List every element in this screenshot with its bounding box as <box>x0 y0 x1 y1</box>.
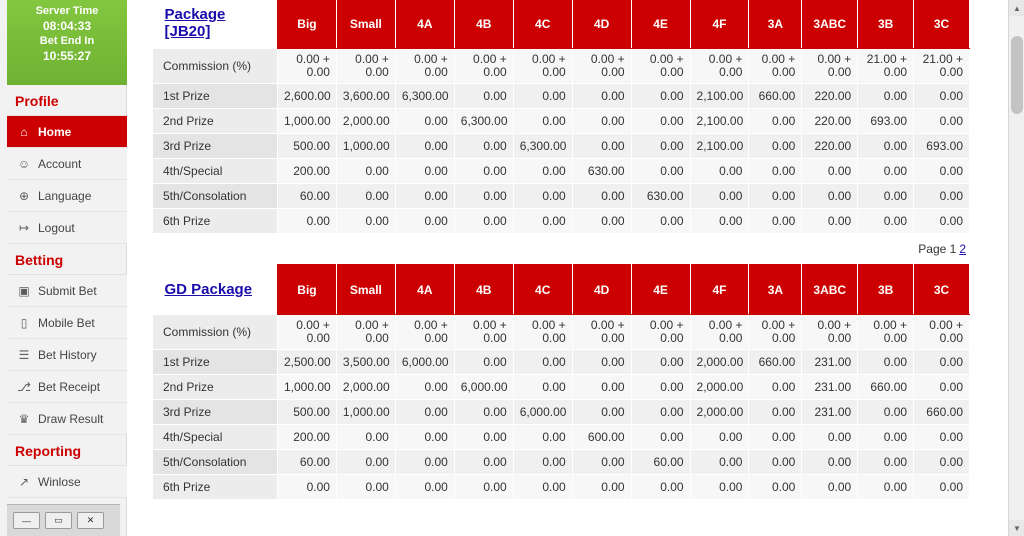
server-time-value: 08:04:33 <box>42 19 92 33</box>
table-cell: 0.00 + 0.00 <box>802 315 858 350</box>
row-label: 2nd Prize <box>153 375 278 400</box>
table-cell: 0.00 <box>914 184 970 209</box>
table-cell: 0.00 <box>914 425 970 450</box>
sidebar-item-submit-bet[interactable] <box>7 275 127 307</box>
table-cell: 0.00 <box>690 475 749 500</box>
table-cell: 0.00 <box>749 475 802 500</box>
table-cell: 0.00 <box>395 425 454 450</box>
minimize-button[interactable]: — <box>13 512 40 529</box>
table-cell: 0.00 <box>513 159 572 184</box>
sidebar-item-label: Logout <box>38 220 75 235</box>
table-cell: 0.00 <box>572 209 631 234</box>
table-cell: 0.00 + 0.00 <box>277 315 336 350</box>
table-cell: 0.00 + 0.00 <box>631 49 690 84</box>
table-cell: 0.00 <box>631 400 690 425</box>
table-cell: 600.00 <box>572 425 631 450</box>
row-label: 5th/Consolation <box>153 450 278 475</box>
table-cell: 660.00 <box>858 375 914 400</box>
column-header-small: Small <box>336 265 395 315</box>
table-cell: 6,000.00 <box>454 375 513 400</box>
table-cell: 0.00 <box>914 84 970 109</box>
list-icon: ☰ <box>18 347 30 362</box>
table-cell: 60.00 <box>277 450 336 475</box>
page-scrollbar[interactable] <box>1008 0 1024 536</box>
table-cell: 0.00 <box>802 425 858 450</box>
table-cell: 0.00 <box>631 134 690 159</box>
table-cell: 200.00 <box>277 425 336 450</box>
table-cell: 0.00 <box>572 450 631 475</box>
table-cell: 1,000.00 <box>336 400 395 425</box>
package-name-link[interactable]: GD Package <box>153 265 278 315</box>
column-header-4a: 4A <box>395 0 454 49</box>
column-header-small: Small <box>336 0 395 49</box>
column-header-3b: 3B <box>858 265 914 315</box>
table-cell: 0.00 + 0.00 <box>858 315 914 350</box>
logout-icon: ↦ <box>18 220 30 235</box>
table-cell: 0.00 + 0.00 <box>277 49 336 84</box>
row-label: 6th Prize <box>153 475 278 500</box>
table-cell: 3,600.00 <box>336 84 395 109</box>
column-header-3c: 3C <box>914 0 970 49</box>
pagination-link-2[interactable]: 2 <box>959 242 966 256</box>
table-row <box>153 209 970 234</box>
table-cell: 0.00 <box>631 375 690 400</box>
table-cell: 60.00 <box>277 184 336 209</box>
table-cell: 0.00 <box>802 450 858 475</box>
table-cell: 660.00 <box>749 84 802 109</box>
table-cell: 0.00 + 0.00 <box>749 49 802 84</box>
sidebar-item-bet-history[interactable] <box>7 339 127 371</box>
sidebar-item-label: Bet Receipt <box>38 379 101 394</box>
table-cell: 0.00 <box>513 184 572 209</box>
table-cell: 6,300.00 <box>454 109 513 134</box>
table-cell: 231.00 <box>802 375 858 400</box>
table-cell: 0.00 <box>513 350 572 375</box>
home-icon: ⌂ <box>20 124 28 139</box>
table-header-row <box>153 265 970 315</box>
table-row <box>153 184 970 209</box>
column-header-4c: 4C <box>513 0 572 49</box>
column-header-4a: 4A <box>395 265 454 315</box>
table-header-row <box>153 0 970 49</box>
package-block <box>152 0 970 234</box>
sidebar-item-draw-result[interactable] <box>7 403 127 435</box>
table-cell: 0.00 <box>802 184 858 209</box>
table-cell: 0.00 + 0.00 <box>395 49 454 84</box>
row-label: 4th/Special <box>153 425 278 450</box>
table-cell: 3,500.00 <box>336 350 395 375</box>
table-cell: 0.00 <box>749 184 802 209</box>
table-cell: 0.00 + 0.00 <box>454 315 513 350</box>
table-cell: 60.00 <box>631 450 690 475</box>
table-cell: 0.00 <box>914 475 970 500</box>
table-cell: 0.00 <box>749 375 802 400</box>
row-label: Commission (%) <box>153 49 278 84</box>
row-label: 1st Prize <box>153 350 278 375</box>
table-cell: 0.00 <box>454 475 513 500</box>
table-row <box>153 375 970 400</box>
receipt-icon: ⎇ <box>17 379 31 394</box>
table-cell: 0.00 <box>631 84 690 109</box>
table-cell: 0.00 <box>858 350 914 375</box>
table-cell: 0.00 <box>395 109 454 134</box>
user-icon: ☺ <box>17 156 31 171</box>
table-cell: 0.00 <box>513 109 572 134</box>
table-cell: 220.00 <box>802 84 858 109</box>
table-cell: 0.00 <box>454 209 513 234</box>
column-header-3a: 3A <box>749 0 802 49</box>
column-header-4b: 4B <box>454 0 513 49</box>
table-cell: 0.00 <box>513 209 572 234</box>
table-cell: 0.00 <box>336 209 395 234</box>
sidebar-item-bet-receipt[interactable] <box>7 371 127 403</box>
scroll-up-arrow[interactable]: ▲ <box>1009 0 1024 16</box>
table-cell: 0.00 <box>277 209 336 234</box>
table-cell: 6,000.00 <box>395 350 454 375</box>
sidebar-section-title: Betting <box>7 244 127 275</box>
table-cell: 660.00 <box>749 350 802 375</box>
table-row <box>153 450 970 475</box>
table-cell: 0.00 <box>336 450 395 475</box>
table-row <box>153 400 970 425</box>
table-cell: 6,300.00 <box>395 84 454 109</box>
table-cell: 0.00 <box>858 159 914 184</box>
sidebar-item-label: Winlose <box>38 474 81 489</box>
table-cell: 0.00 + 0.00 <box>454 49 513 84</box>
table-cell: 0.00 <box>454 450 513 475</box>
table-cell: 0.00 <box>631 209 690 234</box>
table-cell: 0.00 <box>690 184 749 209</box>
table-cell: 0.00 <box>454 134 513 159</box>
package-tables <box>152 0 1004 500</box>
table-cell: 0.00 + 0.00 <box>802 49 858 84</box>
row-label: 4th/Special <box>153 159 278 184</box>
column-header-4e: 4E <box>631 265 690 315</box>
table-cell: 0.00 <box>336 425 395 450</box>
scrollbar-thumb[interactable] <box>1011 36 1023 114</box>
table-cell: 500.00 <box>277 400 336 425</box>
table-cell: 0.00 <box>858 209 914 234</box>
table-cell: 0.00 <box>395 475 454 500</box>
table-cell: 0.00 <box>395 159 454 184</box>
table-cell: 0.00 <box>914 350 970 375</box>
table-cell: 0.00 <box>914 109 970 134</box>
sidebar-item-label: Account <box>38 156 82 171</box>
table-cell: 0.00 + 0.00 <box>572 49 631 84</box>
table-cell: 0.00 <box>572 84 631 109</box>
table-cell: 0.00 <box>802 159 858 184</box>
bet-end-label: Bet End In <box>39 35 95 47</box>
column-header-3b: 3B <box>858 0 914 49</box>
table-cell: 0.00 <box>749 450 802 475</box>
table-cell: 0.00 <box>914 159 970 184</box>
row-label: 1st Prize <box>153 84 278 109</box>
table-cell: 0.00 <box>572 400 631 425</box>
sidebar-item-mobile-bet[interactable] <box>7 307 127 339</box>
row-label: Commission (%) <box>153 315 278 350</box>
table-cell: 0.00 <box>631 425 690 450</box>
column-header-4b: 4B <box>454 265 513 315</box>
table-cell: 0.00 <box>395 134 454 159</box>
table-cell: 0.00 <box>336 159 395 184</box>
table-cell: 0.00 <box>690 209 749 234</box>
table-cell: 0.00 <box>395 450 454 475</box>
table-cell: 0.00 <box>454 400 513 425</box>
table-cell: 630.00 <box>631 184 690 209</box>
row-label: 5th/Consolation <box>153 184 278 209</box>
package-table <box>152 264 970 500</box>
pagination-current: Page 1 <box>918 242 957 256</box>
table-cell: 2,100.00 <box>690 84 749 109</box>
sidebar-item-label: Submit Bet <box>38 283 97 298</box>
table-cell: 0.00 + 0.00 <box>336 315 395 350</box>
sidebar-section-title: Reporting <box>7 435 127 466</box>
table-cell: 6,300.00 <box>513 134 572 159</box>
table-cell: 0.00 <box>858 450 914 475</box>
table-cell: 0.00 <box>749 159 802 184</box>
bet-end-value: 10:55:27 <box>42 49 92 63</box>
row-label: 2nd Prize <box>153 109 278 134</box>
table-cell: 0.00 <box>513 450 572 475</box>
column-header-3abc: 3ABC <box>802 265 858 315</box>
table-cell: 2,100.00 <box>690 134 749 159</box>
sidebar-item-home[interactable] <box>7 116 127 148</box>
server-time-label: Server Time <box>35 5 99 17</box>
table-cell: 2,000.00 <box>336 109 395 134</box>
table-cell: 0.00 <box>914 209 970 234</box>
table-row <box>153 315 970 350</box>
table-cell: 220.00 <box>802 109 858 134</box>
sidebar-section-title: Profile <box>7 85 127 116</box>
sidebar-item-label: Mobile Bet <box>38 315 95 330</box>
package-table <box>152 0 970 234</box>
pagination <box>152 234 970 264</box>
table-cell: 0.00 <box>749 109 802 134</box>
table-cell: 0.00 <box>858 134 914 159</box>
scroll-down-arrow[interactable]: ▼ <box>1009 520 1024 536</box>
table-cell: 0.00 <box>395 184 454 209</box>
table-cell: 1,000.00 <box>277 109 336 134</box>
table-row <box>153 475 970 500</box>
table-cell: 630.00 <box>572 159 631 184</box>
table-cell: 0.00 <box>277 475 336 500</box>
table-cell: 21.00 + 0.00 <box>914 49 970 84</box>
table-cell: 2,500.00 <box>277 350 336 375</box>
table-cell: 0.00 <box>454 184 513 209</box>
table-cell: 0.00 <box>690 450 749 475</box>
table-cell: 0.00 <box>513 84 572 109</box>
column-header-4c: 4C <box>513 265 572 315</box>
table-cell: 0.00 <box>858 425 914 450</box>
table-cell: 0.00 <box>858 84 914 109</box>
table-cell: 0.00 <box>802 475 858 500</box>
table-cell: 0.00 <box>749 209 802 234</box>
globe-icon: ⊕ <box>18 188 30 203</box>
table-cell: 500.00 <box>277 134 336 159</box>
table-cell: 0.00 <box>749 400 802 425</box>
table-row <box>153 84 970 109</box>
main-content <box>152 0 1004 536</box>
column-header-4d: 4D <box>572 265 631 315</box>
row-label: 3rd Prize <box>153 400 278 425</box>
table-cell: 0.00 + 0.00 <box>690 315 749 350</box>
table-row <box>153 49 970 84</box>
table-cell: 660.00 <box>914 400 970 425</box>
table-cell: 0.00 <box>631 159 690 184</box>
table-cell: 0.00 <box>631 350 690 375</box>
column-header-4f: 4F <box>690 265 749 315</box>
sidebar-item-logout[interactable] <box>7 212 127 244</box>
table-cell: 0.00 + 0.00 <box>572 315 631 350</box>
table-cell: 1,000.00 <box>336 134 395 159</box>
table-cell: 0.00 <box>690 425 749 450</box>
table-cell: 0.00 + 0.00 <box>631 315 690 350</box>
table-cell: 0.00 + 0.00 <box>690 49 749 84</box>
table-cell: 2,000.00 <box>690 375 749 400</box>
sidebar-item-language[interactable] <box>7 180 127 212</box>
table-cell: 2,100.00 <box>690 109 749 134</box>
table-cell: 231.00 <box>802 400 858 425</box>
table-cell: 0.00 + 0.00 <box>513 315 572 350</box>
trophy-icon: ♛ <box>18 411 30 426</box>
table-row <box>153 425 970 450</box>
table-cell: 0.00 <box>395 400 454 425</box>
table-row <box>153 109 970 134</box>
table-cell: 0.00 <box>690 159 749 184</box>
table-cell: 0.00 <box>336 475 395 500</box>
table-row <box>153 159 970 184</box>
mobile-icon: ▯ <box>20 315 28 330</box>
table-cell: 0.00 <box>858 400 914 425</box>
table-cell: 0.00 <box>513 425 572 450</box>
table-cell: 0.00 <box>802 209 858 234</box>
sidebar-item-label: Bet History <box>38 347 97 362</box>
column-header-4f: 4F <box>690 0 749 49</box>
column-header-3a: 3A <box>749 265 802 315</box>
package-block <box>152 264 970 500</box>
table-cell: 0.00 <box>395 209 454 234</box>
table-cell: 0.00 <box>858 184 914 209</box>
column-header-4d: 4D <box>572 0 631 49</box>
close-button[interactable]: ✕ <box>77 512 104 529</box>
table-cell: 0.00 <box>572 134 631 159</box>
table-cell: 0.00 <box>572 375 631 400</box>
table-cell: 0.00 + 0.00 <box>513 49 572 84</box>
row-label: 6th Prize <box>153 209 278 234</box>
table-cell: 0.00 <box>572 475 631 500</box>
table-cell: 0.00 <box>572 109 631 134</box>
table-cell: 0.00 <box>454 425 513 450</box>
table-cell: 0.00 <box>631 475 690 500</box>
table-cell: 0.00 <box>858 475 914 500</box>
table-cell: 693.00 <box>914 134 970 159</box>
window-controls-bar <box>7 504 120 536</box>
table-cell: 0.00 + 0.00 <box>914 315 970 350</box>
table-cell: 0.00 <box>395 375 454 400</box>
table-cell: 0.00 <box>513 475 572 500</box>
table-cell: 2,600.00 <box>277 84 336 109</box>
table-cell: 0.00 <box>454 350 513 375</box>
package-name-link[interactable]: Package [JB20] <box>153 0 278 49</box>
table-cell: 0.00 + 0.00 <box>336 49 395 84</box>
sidebar-item-account[interactable] <box>7 148 127 180</box>
table-cell: 200.00 <box>277 159 336 184</box>
sidebar-menu <box>7 85 127 498</box>
column-header-4e: 4E <box>631 0 690 49</box>
table-cell: 0.00 <box>631 109 690 134</box>
table-cell: 2,000.00 <box>690 350 749 375</box>
table-cell: 231.00 <box>802 350 858 375</box>
table-cell: 2,000.00 <box>690 400 749 425</box>
table-cell: 0.00 <box>572 184 631 209</box>
column-header-big: Big <box>277 0 336 49</box>
sidebar-item-label: Home <box>38 124 72 139</box>
table-cell: 0.00 <box>513 375 572 400</box>
table-cell: 0.00 <box>749 134 802 159</box>
chart-icon: ↗ <box>18 474 30 489</box>
table-cell: 6,000.00 <box>513 400 572 425</box>
sidebar-item-label: Language <box>38 188 92 203</box>
sidebar-item-label: Draw Result <box>38 411 104 426</box>
restore-button[interactable]: ▭ <box>45 512 72 529</box>
table-cell: 0.00 <box>336 184 395 209</box>
table-cell: 220.00 <box>802 134 858 159</box>
sidebar <box>0 0 127 536</box>
table-cell: 0.00 <box>914 450 970 475</box>
sidebar-item-winlose[interactable] <box>7 466 127 498</box>
table-row <box>153 350 970 375</box>
table-cell: 0.00 <box>914 375 970 400</box>
table-cell: 1,000.00 <box>277 375 336 400</box>
table-cell: 0.00 + 0.00 <box>395 315 454 350</box>
table-cell: 0.00 <box>454 84 513 109</box>
table-cell: 21.00 + 0.00 <box>858 49 914 84</box>
table-cell: 693.00 <box>858 109 914 134</box>
table-cell: 0.00 <box>749 425 802 450</box>
table-cell: 0.00 <box>572 350 631 375</box>
server-time-box <box>7 0 127 85</box>
table-row <box>153 134 970 159</box>
table-cell: 0.00 + 0.00 <box>749 315 802 350</box>
table-cell: 2,000.00 <box>336 375 395 400</box>
row-label: 3rd Prize <box>153 134 278 159</box>
monitor-icon: ▣ <box>18 283 30 298</box>
column-header-3abc: 3ABC <box>802 0 858 49</box>
table-cell: 0.00 <box>454 159 513 184</box>
column-header-big: Big <box>277 265 336 315</box>
column-header-3c: 3C <box>914 265 970 315</box>
